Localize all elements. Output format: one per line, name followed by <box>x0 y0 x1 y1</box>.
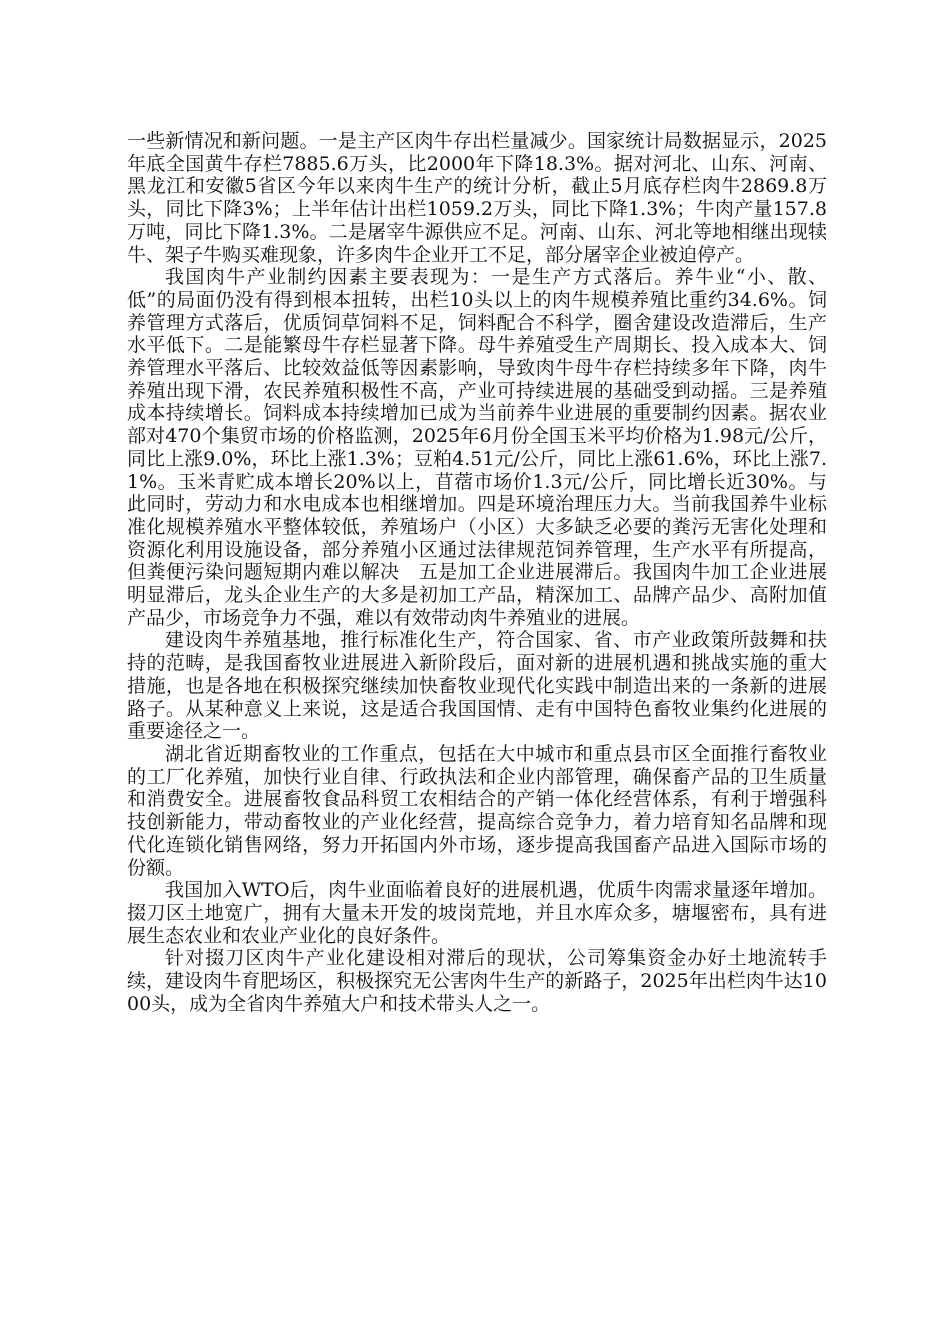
paragraph-company-plan: 针对掇刀区肉牛产业化建设相对滞后的现状，公司筹集资金办好土地流转手续，建设肉牛育肥场区，积极探究无公害肉牛生产的新路子，2025年出栏肉牛达1000头，成为全省肉牛养殖大户和技术带头人之一。 <box>127 947 827 1015</box>
paragraph-wto-opportunity: 我国加入WTO后，肉牛业面临着良好的进展机遇，优质牛肉需求量逐年增加。掇刀区土地宽广，拥有大量未开发的坡岗荒地，并且水库众多，塘堰密布，具有进展生态农业和农业产业化的良好条件。 <box>127 879 827 947</box>
paragraph-production-decline: 一些新情况和新问题。一是主产区肉牛存出栏量减少。国家统计局数据显示，2025年底全国黄牛存栏7885.6万头，比2000年下降18.3%。据对河北、山东、河南、黑龙江和安徽5省区今年以来肉牛生产的统计分析，截止5月底存栏肉牛2869.8万头，同比下降3%；上半年估计出栏1059.2万头，同比下降1.3%；牛肉产量157.8万吨，同比下降1.3%。二是屠宰牛源供应不足。河南、山东、河北等地相继出现犊牛、架子牛购买难现象，许多肉牛企业开工不足，部分屠宰企业被迫停产。 <box>127 130 827 266</box>
document-body <box>127 130 827 1015</box>
paragraph-hubei-priorities: 湖北省近期畜牧业的工作重点，包括在大中城市和重点县市区全面推行畜牧业的工厂化养殖，加快行业自律、行政执法和企业内部管理，确保畜产品的卫生质量和消费安全。进展畜牧食品科贸工农相结合的产销一体化经营体系，有利于增强科技创新能力，带动畜牧业的产业化经营，提高综合竞争力，着力培育知名品牌和现代化连锁化销售网络，努力开拓国内外市场，逐步提高我国畜产品进入国际市场的份额。 <box>127 742 827 879</box>
paragraph-breeding-base: 建设肉牛养殖基地，推行标准化生产，符合国家、省、市产业政策所鼓舞和扶持的范畴，是我国畜牧业进展进入新阶段后，面对新的进展机遇和挑战实施的重大措施，也是各地在积极探究继续加快畜牧业现代化实践中制造出来的一条新的进展路子。从某种意义上来说，这是适合我国国情、走有中国特色畜牧业集约化进展的重要途径之一。 <box>127 629 827 743</box>
paragraph-constraint-factors: 我国肉牛产业制约因素主要表现为：一是生产方式落后。养牛业“小、散、低”的局面仍没有得到根本扭转，出栏10头以上的肉牛规模养殖比重约34.6%。饲养管理方式落后，优质饲草饲料不足，饲料配合不科学，圈舍建设改造滞后，生产水平低下。二是能繁母牛存栏显著下降。母牛养殖受生产周期长、投入成本大、饲养管理水平落后、比较效益低等因素影响，导致肉牛母牛存栏持续多年下降，肉牛养殖出现下滑，农民养殖积极性不高，产业可持续进展的基础受到动摇。三是养殖成本持续增长。饲料成本持续增加已成为当前养牛业进展的重要制约因素。据农业部对470个集贸市场的价格监测，2025年6月份全国玉米平均价格为1.98元/公斤，同比上涨9.0%，环比上涨1.3%；豆粕4.51元/公斤，同比上涨61.6%，环比上涨7.1%。玉米青贮成本增长20%以上，苜蓿市场价1.3元/公斤，同比增长近30%。与此同时，劳动力和水电成本也相继增加。四是环境治理压力大。当前我国养牛业标准化规模养殖水平整体较低，养殖场户（小区）大多缺乏必要的粪污无害化处理和资源化利用设施设备，部分养殖小区通过法律规范饲养管理，生产水平有所提高，但粪便污染问题短期内难以解决 五是加工企业进展滞后。我国肉牛加工企业进展明显滞后，龙头企业生产的大多是初加工产品，精深加工、品牌产品少、高附加值产品少，市场竞争力不强，难以有效带动肉牛养殖业的进展。 <box>127 266 827 629</box>
